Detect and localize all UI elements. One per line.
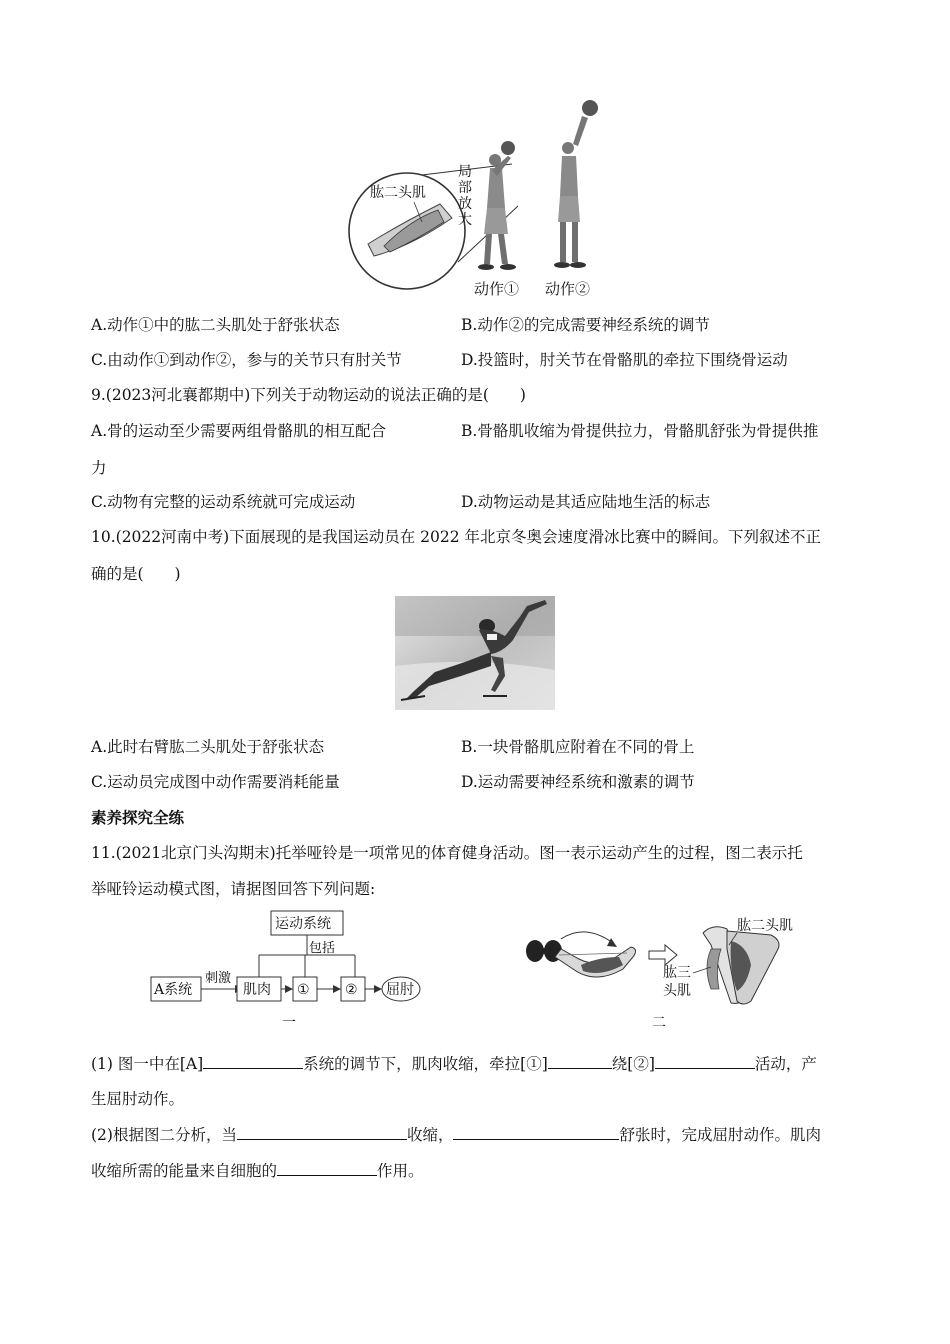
a-system-label: A系统 xyxy=(154,982,193,998)
triceps-label-line2: 头肌 xyxy=(663,983,691,999)
biceps-label-fig8: 肱二头肌 xyxy=(370,185,426,201)
figure-2-arm-model xyxy=(515,905,815,1033)
stimulus-label: 刺激 xyxy=(205,971,232,986)
q9-stem: 9.(2023河北襄都期中)下列关于动物运动的说法正确的是( ) xyxy=(91,386,526,404)
q11-p2-text-line2a: 收缩所需的能量来自细胞的 xyxy=(91,1162,278,1180)
q11-p2-text-a: (2)根据图二分析，当 xyxy=(91,1126,237,1144)
q11-part1-line1 xyxy=(91,1053,817,1074)
blank-1[interactable] xyxy=(548,1053,612,1069)
q11-p1-text-b: 系统的调节下，肌肉收缩，牵拉[①] xyxy=(303,1055,548,1073)
section-title: 素养探究全练 xyxy=(91,808,185,827)
q8-option-b: B.动作②的完成需要神经系统的调节 xyxy=(461,316,710,334)
q11-stem-line1: 11.(2021北京门头沟期末)托举哑铃是一项常见的体育健身活动。图一表示运动产生的过程，图二表示托 xyxy=(91,844,803,862)
blank-relax-muscle[interactable] xyxy=(453,1124,619,1140)
basketball-figure xyxy=(340,96,630,306)
q8-option-a: A.动作①中的肱二头肌处于舒张状态 xyxy=(91,316,340,334)
zoom-label-char-2: 部 xyxy=(458,180,472,196)
player-action-2 xyxy=(554,100,598,268)
q8-option-c: C.由动作①到动作②，参与的关节只有肘关节 xyxy=(91,351,402,369)
q10-option-c: C.运动员完成图中动作需要消耗能量 xyxy=(91,773,340,791)
figure-1-caption: 一 xyxy=(282,1015,296,1031)
q10-stem-line1: 10.(2022河南中考)下面展现的是我国运动员在 2022 年北京冬奥会速度滑冰比赛中的瞬间。下列叙述不正 xyxy=(91,528,821,546)
q10-stem-line2: 确的是( ) xyxy=(91,565,181,583)
q11-part1-line2: 生屈肘动作。 xyxy=(91,1090,185,1108)
include-label: 包括 xyxy=(309,941,336,956)
motion-system-label: 运动系统 xyxy=(275,916,331,932)
box-1-label: ① xyxy=(297,982,310,998)
q9-option-b: B.骨骼肌收缩为骨提供拉力，骨骼肌舒张为骨提供推 xyxy=(461,422,819,440)
figure-1-flowchart xyxy=(145,905,435,1033)
action-2-label: 动作② xyxy=(545,280,591,298)
figure-2-caption: 二 xyxy=(652,1015,666,1031)
q11-p1-text-a: (1) 图一中在[A] xyxy=(91,1055,204,1073)
flex-elbow-label: 屈肘 xyxy=(386,982,414,998)
q11-p2-text-c: 舒张时，完成屈肘动作。肌肉 xyxy=(619,1126,821,1144)
q9-option-b-continued: 力 xyxy=(91,459,107,477)
box-2-label: ② xyxy=(345,982,358,998)
q10-option-b: B.一块骨骼肌应附着在不同的骨上 xyxy=(461,738,695,756)
q8-option-d: D.投篮时，肘关节在骨骼肌的牵拉下围绕骨运动 xyxy=(461,351,788,369)
q11-part2-line2 xyxy=(91,1160,424,1181)
q10-option-a: A.此时右臂肱二头肌处于舒张状态 xyxy=(91,738,325,756)
blank-contract-muscle[interactable] xyxy=(237,1124,407,1140)
q11-part2-line1 xyxy=(91,1124,821,1145)
action-1-label: 动作① xyxy=(474,280,520,298)
blank-cell-function[interactable] xyxy=(277,1160,377,1176)
q11-p1-text-c: 绕[②] xyxy=(611,1055,655,1073)
zoom-label-char-1: 局 xyxy=(458,164,472,180)
q9-option-a: A.骨的运动至少需要两组骨骼肌的相互配合 xyxy=(91,422,387,440)
q11-p1-text-d: 活动，产 xyxy=(754,1055,817,1073)
q10-option-d: D.运动需要神经系统和激素的调节 xyxy=(461,773,695,791)
zoom-label-char-3: 放 xyxy=(458,196,472,212)
speed-skater-photo xyxy=(395,596,555,710)
q11-stem-line2: 举哑铃运动模式图，请据图回答下列问题: xyxy=(91,880,376,898)
biceps-label-fig2: 肱二头肌 xyxy=(737,918,793,934)
muscle-label: 肌肉 xyxy=(243,982,271,998)
q11-p2-text-line2b: 作用。 xyxy=(377,1162,424,1180)
q9-option-d: D.动物运动是其适应陆地生活的标志 xyxy=(461,493,711,511)
blank-2[interactable] xyxy=(655,1053,755,1069)
q9-option-c: C.动物有完整的运动系统就可完成运动 xyxy=(91,493,356,511)
triceps-label-line1: 肱三 xyxy=(663,965,691,981)
zoom-label-char-4: 大 xyxy=(458,212,472,228)
player-action-1 xyxy=(478,141,516,270)
blank-a-system[interactable] xyxy=(203,1053,303,1069)
q11-p2-text-b: 收缩， xyxy=(406,1126,454,1144)
